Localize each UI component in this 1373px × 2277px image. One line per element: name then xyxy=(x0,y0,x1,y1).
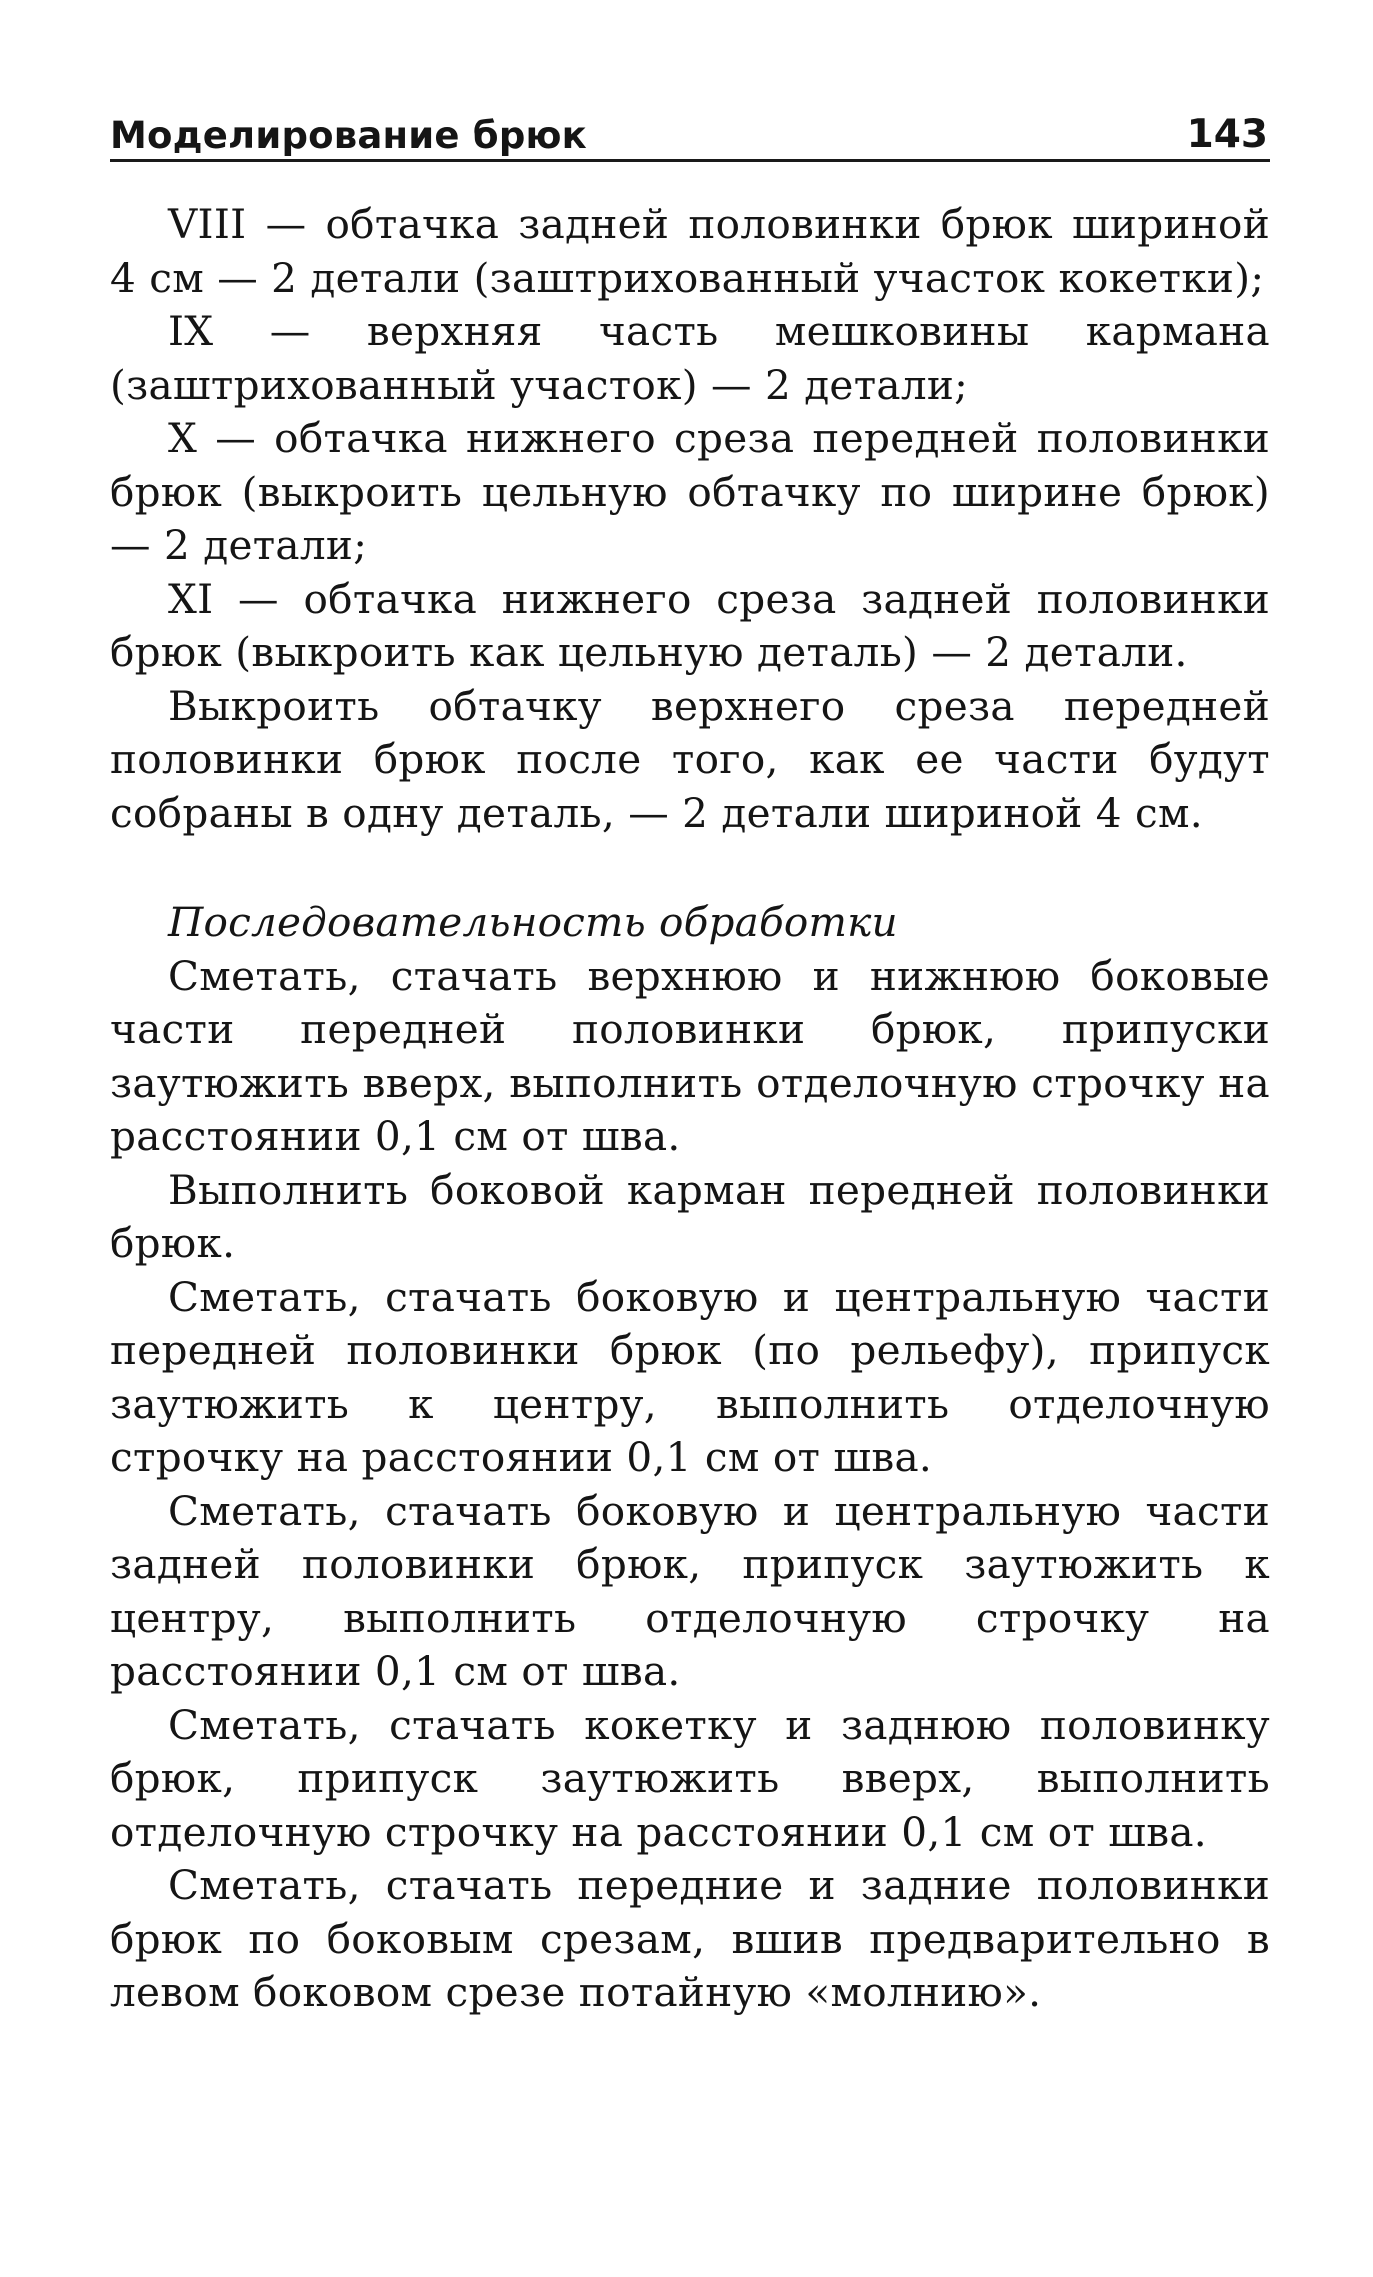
paragraph: VIII — обтачка задней половинки брюк шириной 4 см — 2 детали (заштрихованный участок кокетки); xyxy=(110,200,1270,302)
page-number: 143 xyxy=(1186,112,1268,157)
body-text xyxy=(110,198,1270,2020)
paragraph: Сметать, стачать боковую и центральную части задней половинки брюк, припуск заутюжить к центру, выполнить отделочную строчку на расстоянии 0,1 см от шва. xyxy=(110,1486,1270,1695)
paragraph: Выполнить боковой карман передней половинки брюк. xyxy=(110,1165,1270,1267)
section-heading: Последовательность обработки xyxy=(168,898,898,946)
paragraph: Сметать, стачать боковую и центральную части передней половинки брюк (по рельефу), припуск заутюжить к центру, выполнить отделочную строчку на расстоянии 0,1 см от шва. xyxy=(110,1272,1270,1481)
paragraph: Сметать, стачать верхнюю и нижнюю боковые части передней половинки брюк, припуски заутюжить вверх, выполнить отделочную строчку на расстоянии 0,1 см от шва. xyxy=(110,951,1270,1160)
chapter-title: Моделирование брюк xyxy=(110,114,587,157)
paragraph: Сметать, стачать кокетку и заднюю половинку брюк, припуск заутюжить вверх, выполнить отделочную строчку на расстоянии 0,1 см от шва. xyxy=(110,1700,1270,1856)
running-header xyxy=(110,95,1270,162)
book-page xyxy=(110,95,1270,2020)
paragraph: X — обтачка нижнего среза передней половинки брюк (выкроить цельную обтачку по ширине брюк) — 2 детали; xyxy=(110,414,1270,569)
paragraph: IX — верхняя часть мешковины кармана (заштрихованный участок) — 2 детали; xyxy=(110,307,1270,409)
paragraph: XI — обтачка нижнего среза задней половинки брюк (выкроить как цельную деталь) — 2 детали. xyxy=(110,574,1270,676)
paragraph: Сметать, стачать передние и задние половинки брюк по боковым срезам, вшив предварительно в левом боковом срезе потайную «молнию». xyxy=(110,1861,1270,2016)
paragraph: Выкроить обтачку верхнего среза передней половинки брюк после того, как ее части будут собраны в одну деталь, — 2 детали шириной 4 см. xyxy=(110,681,1270,837)
